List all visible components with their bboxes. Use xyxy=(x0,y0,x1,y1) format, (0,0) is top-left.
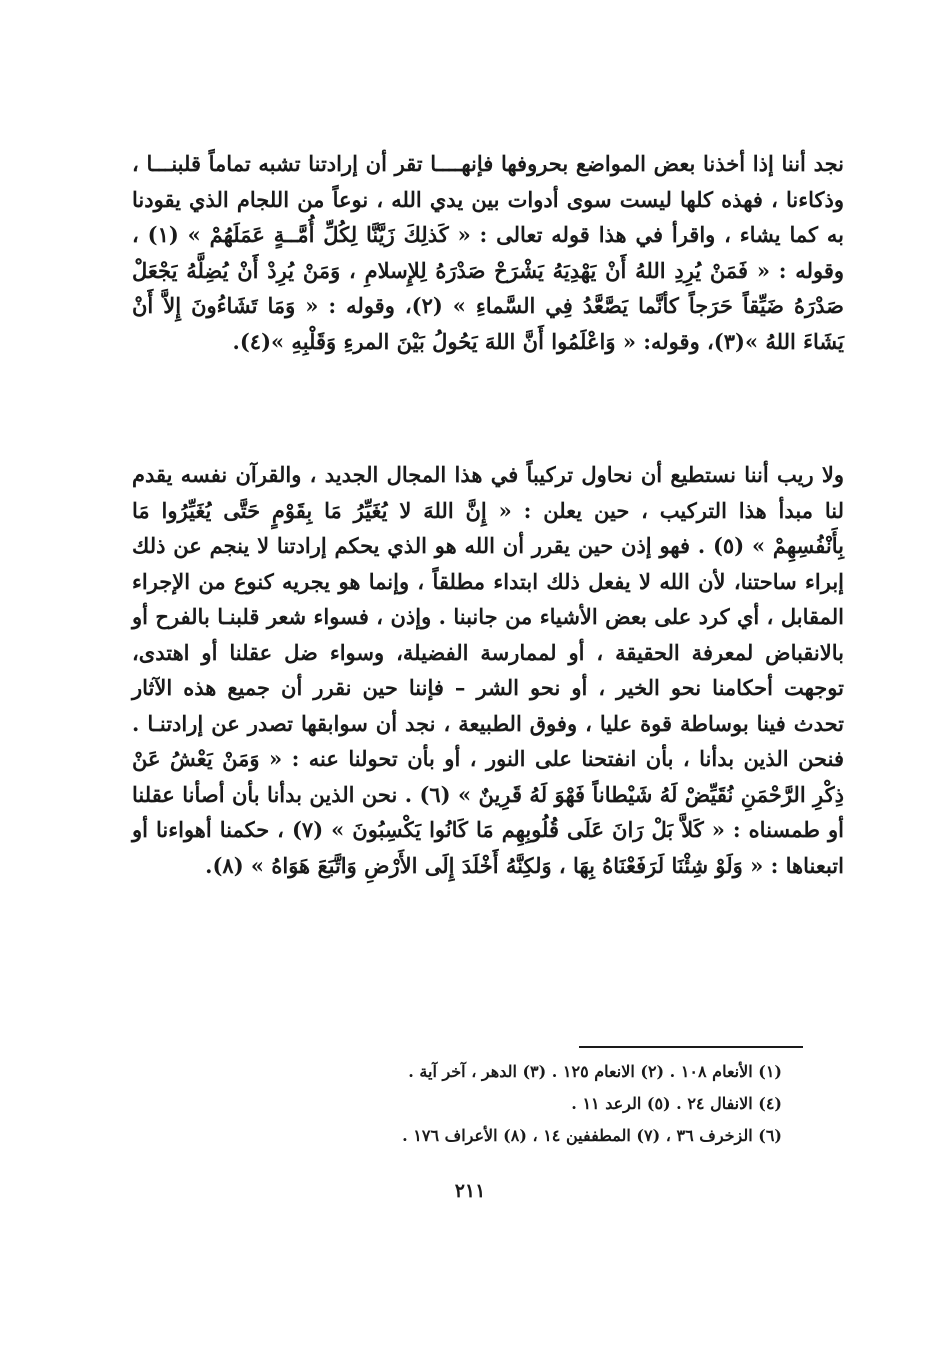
footnote-line-3: (٦) الزخرف ٣٦ ، (٧) المطففين ١٤ ، (٨) الأعراف ١٧٦ . xyxy=(402,1126,782,1145)
footnote-line-2: (٤) الانفال ٢٤ . (٥) الرعد ١١ . xyxy=(571,1094,782,1113)
footnote-line-1: (١) الأنعام ١٠٨ . (٢) الانعام ١٢٥ . (٣) الدهر ، آخر آية . xyxy=(408,1062,782,1081)
body-paragraph-1: نجد أننا إذا أخذنا بعض المواضع بحروفها فإنهــــا تقر أن إرادتنا تشبه تماماً قلبنـــا ، وذكاءنا ، فهذه كلها ليست سوى أدوات بين يدي الله ، نوعاً من اللجام الذي يقودنا به كما يشاء ، واقرأ في هذا قوله تعالى : « كَذلِكَ زَيَّنَّا لِكُلِّ أُمَّــةٍ عَمَلَهُمْ » (١) ، وقوله : « فَمَنْ يُرِدِ اللهُ أَنْ يَهْدِيَهُ يَشْرَحْ صَدْرَهُ لِلإِسلامِ ، وَمَنْ يُرِدْ أَنْ يُضِلَّهُ يَجْعَلْ صَدْرَهُ ضَيِّقاً حَرَجاً كأنَّما يَصَّعَّدُ فِي السَّماءِ » (٢)، وقوله : « وَمَا تَشَاءُونَ إِلاَّ أَنْ يَشَاءَ اللهُ »(٣)، وقوله: « وَاعْلَمُوا أَنَّ اللهَ يَحُولُ بَيْنَ المرءِ وَقَلْبِهِ »(٤). xyxy=(132,151,844,354)
footnotes xyxy=(150,1056,782,1152)
page-number: ٢١١ xyxy=(454,1180,486,1202)
footnote-separator xyxy=(579,1046,803,1048)
body-paragraph-2: ولا ريب أننا نستطيع أن نحاول تركيباً في هذا المجال الجديد ، والقرآن نفسه يقدم لنا مبدأ هذا التركيب ، حين يعلن : « إِنَّ اللهَ لا يُغَيِّرُ مَا بِقَوْمٍ حَتَّى يُغَيِّرُوا مَا بِأَنْفُسِهِمْ » (٥) . فهو إذن حين يقرر أن الله هو الذي يحكم إرادتنا لا ينجم عن ذلك إبراء ساحتنا، لأن الله لا يفعل ذلك ابتداء مطلقاً ، وإنما هو يجريه كنوع من الإجراء المقابل ، أي كرد على بعض الأشياء من جانبنا . وإذن ، فسواء شعر قلبنـا بالفرح أو بالانقباض لمعرفة الحقيقة ، أو لممارسة الفضيلة، وسواء ضل عقلنا أو اهتدى، توجهت أحكامنا نحو الخير ، أو نحو الشر – فإننا حين نقرر أن جميع هذه الآثار تحدث فينا بوساطة قوة عليا ، وفوق الطبيعة ، نجد أن سوابقها تصدر عن إرادتنـا . فنحن الذين بدأنا ، بأن انفتحنا على النور ، أو بأن تحولنا عنه : « وَمَنْ يَعْشُ عَنْ ذِكْرِ الرَّحْمَنِ نُقَيِّضْ لَهُ شَيْطاناً فَهْوَ لَهُ قَرِينٌ » (٦) . نحن الذين بدأنا بأن أصأنا عقلنا أو طمسناه : « كَلاَّ بَلْ رَانَ عَلَى قُلُوبِهِم مَا كَانُوا يَكْسِبُونَ » (٧) ، حكمنا أهواءنا أو اتبعناها : « وَلَوْ شِئْنَا لَرَفَعْنَاهُ بِهَا ، وَلكِنَّهُ أَخْلَدَ إِلَى الأَرْضِ وَاتَّبَعَ هَوَاهُ » (٨). xyxy=(132,462,844,878)
